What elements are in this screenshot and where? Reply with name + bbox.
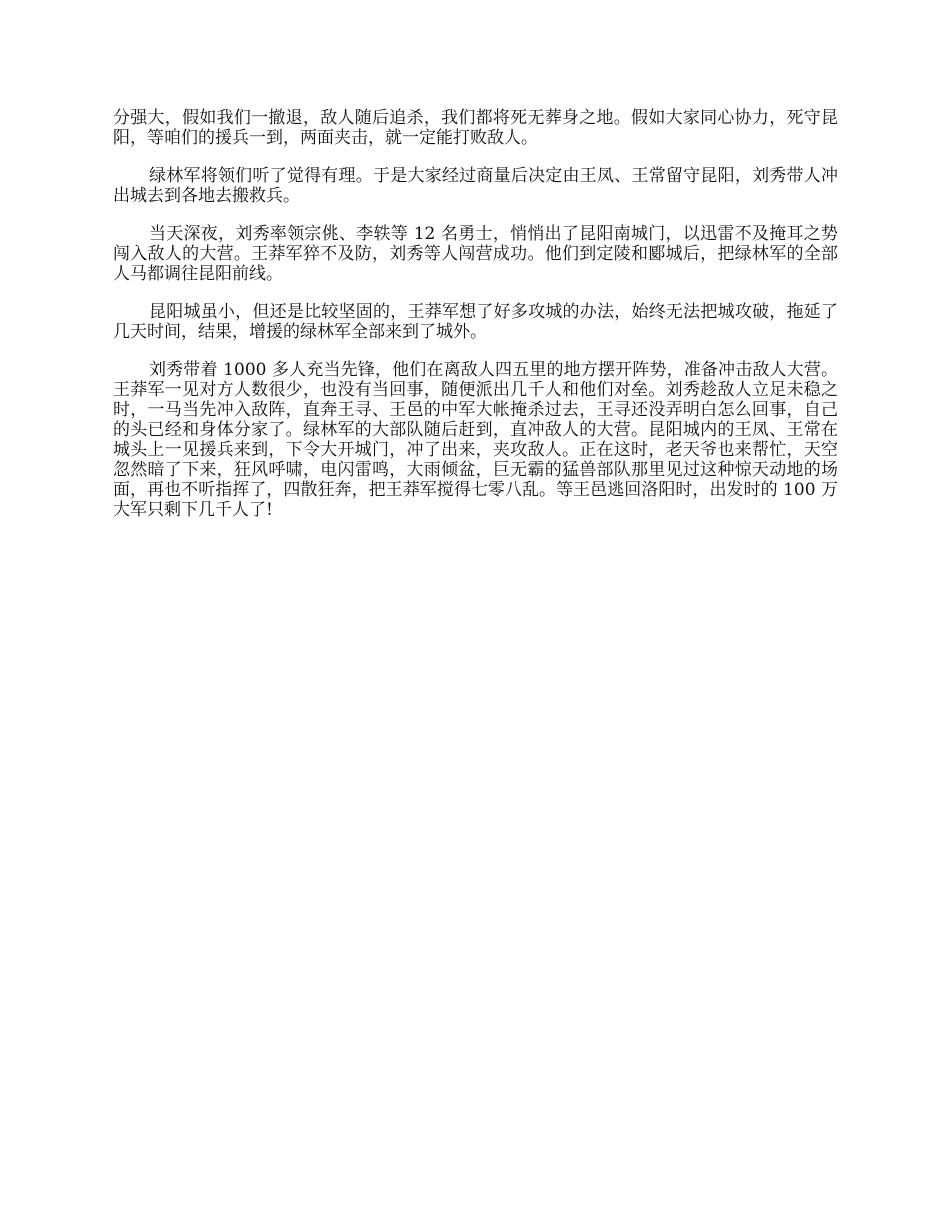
paragraph-generals-agree: 绿林军将领们听了觉得有理。于是大家经过商量后决定由王凤、王常留守昆阳，刘秀带人冲出城去到各地去搬救兵。 xyxy=(113,166,838,206)
document-page xyxy=(113,108,838,538)
paragraph-decisive-battle: 刘秀带着 1000 多人充当先锋，他们在离敌人四五里的地方摆开阵势，准备冲击敌人大营。王莽军一见对方人数很少，也没有当回事，随便派出几千人和他们对垒。刘秀趁敌人立足未稳之时，一马当先冲入敌阵，直奔王寻、王邑的中军大帐掩杀过去，王寻还没弄明白怎么回事，自己的头已经和身体分家了。绿林军的大部队随后赶到，直冲敌人的大营。昆阳城内的王凤、王常在城头上一见援兵来到，下令大开城门，冲了出来，夹攻敌人。正在这时，老天爷也来帮忙，天空忽然暗了下来，狂风呼啸，电闪雷鸣，大雨倾盆，巨无霸的猛兽部队那里见过这种惊天动地的场面，再也不听指挥了，四散狂奔，把王莽军搅得七零八乱。等王邑逃回洛阳时，出发时的 100 万大军只剩下几千人了! xyxy=(113,360,838,520)
paragraph-night-breakout: 当天深夜，刘秀率领宗佻、李轶等 12 名勇士，悄悄出了昆阳南城门，以迅雷不及掩耳之势闯入敌人的大营。王莽军猝不及防，刘秀等人闯营成功。他们到定陵和郾城后，把绿林军的全部人马都调往昆阳前线。 xyxy=(113,224,838,284)
paragraph-continuation: 分强大，假如我们一撤退，敌人随后追杀，我们都将死无葬身之地。假如大家同心协力，死守昆阳，等咱们的援兵一到，两面夹击，就一定能打败敌人。 xyxy=(113,108,838,148)
paragraph-city-holds: 昆阳城虽小，但还是比较坚固的，王莽军想了好多攻城的办法，始终无法把城攻破，拖延了几天时间，结果，增援的绿林军全部来到了城外。 xyxy=(113,302,838,342)
